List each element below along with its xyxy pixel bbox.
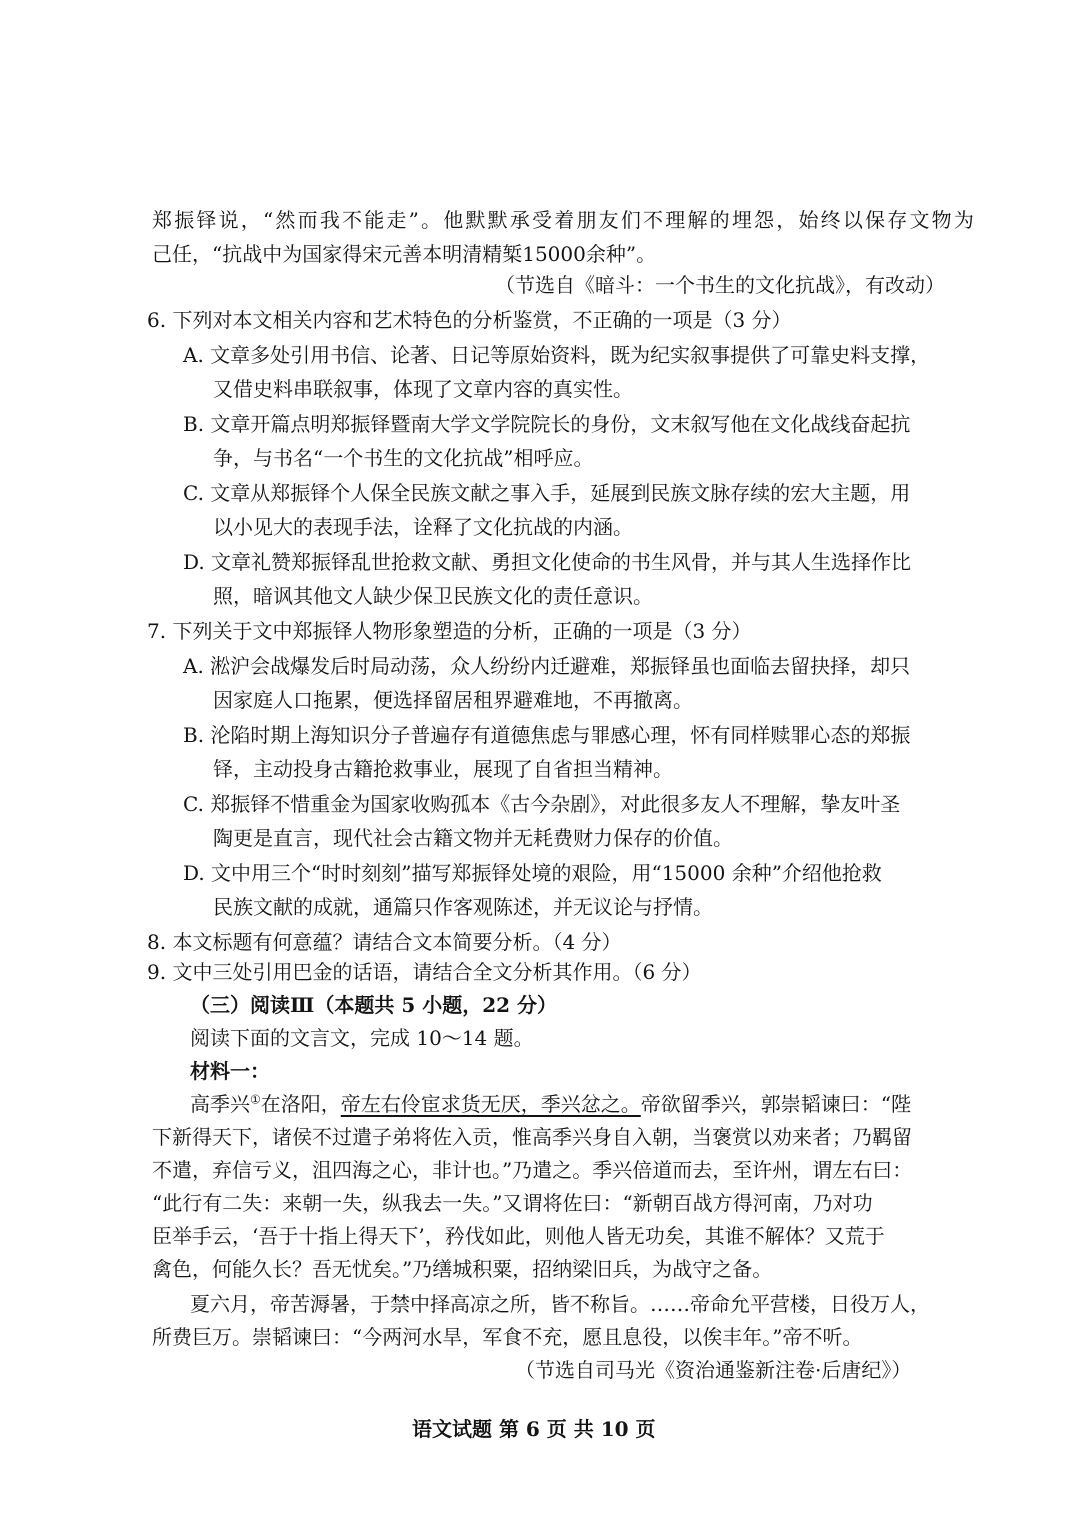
classical-text-line: 不遣，弃信亏义，沮四海之心，非计也。”乃遣之。季兴倍道而去，至许州，谓左右曰： <box>152 1158 913 1182</box>
classical-text: 在洛阳， <box>260 1092 341 1116</box>
q7-option-a-cont: 因家庭人口拖累，便选择留居租界避难地，不再撤离。 <box>213 688 693 712</box>
section-heading: （三）阅读Ⅲ（本题共 5 小题，22 分） <box>190 993 557 1017</box>
passage-line: 郑振铎说，“然而我不能走”。他默默承受着朋友们不理解的埋怨，始终以保存文物为 <box>152 208 977 232</box>
q7-option-a: A. 淞沪会战爆发后时局动荡，众人纷纷内迁避难，郑振铎虽也面临去留抉择，却只 <box>183 654 911 678</box>
footnote-marker: ① <box>250 1092 261 1107</box>
classical-text: 高季兴 <box>190 1092 250 1116</box>
q7-option-c-cont: 陶更是直言，现代社会古籍文物并无耗费财力保存的价值。 <box>213 826 733 850</box>
q6-option-c: C. 文章从郑振铎个人保全民族文献之事入手，延展到民族文脉存续的宏大主题，用 <box>183 481 911 505</box>
q6-option-d: D. 文章礼赞郑振铎乱世抢救文献、勇担文化使命的书生风骨，并与其人生选择作比 <box>183 550 912 574</box>
classical-text-line: 所费巨万。崇韬谏曰：“今两河水旱，军食不充，愿且息役，以俟丰年。”帝不听。 <box>152 1325 863 1349</box>
classical-text: 帝欲留季兴，郭崇韬谏曰：“陛 <box>640 1092 911 1116</box>
q7-option-c: C. 郑振铎不惜重金为国家收购孤本《古今杂剧》，对此很多友人不理解，挚友叶圣 <box>183 792 901 816</box>
question-6-stem: 6. 下列对本文相关内容和艺术特色的分析鉴赏，不正确的一项是（3 分） <box>147 308 792 332</box>
material-label: 材料一： <box>190 1059 270 1083</box>
q6-option-a: A. 文章多处引用书信、论著、日记等原始资料，既为纪实叙事提供了可靠史料支撑， <box>183 343 931 367</box>
section-instruction: 阅读下面的文言文，完成 10～14 题。 <box>190 1026 534 1050</box>
classical-text-line: 下新得天下，诸侯不过遣子弟将佐入贡，惟高季兴身自入朝，当褒赏以劝来者；乃羁留 <box>152 1125 912 1149</box>
q7-option-d-cont: 民族文献的成就，通篇只作客观陈述，并无议论与抒情。 <box>213 895 713 919</box>
q7-option-d: D. 文中用三个“时时刻刻”描写郑振铎处境的艰险，用“15000 余种”介绍他抢救 <box>183 861 882 885</box>
passage-source: （节选自《暗斗：一个书生的文化抗战》，有改动） <box>495 273 945 297</box>
q6-option-c-cont: 以小见大的表现手法，诠释了文化抗战的内涵。 <box>213 515 633 539</box>
underlined-sentence: 帝左右伶宦求货无厌，季兴忿之。 <box>340 1092 641 1116</box>
passage-line: 己任，“抗战中为国家得宋元善本明清精椠15000余种”。 <box>152 242 657 266</box>
classical-text-line: “此行有二失：来朝一失，纵我去一失。”又谓将佐曰：“新朝百战方得河南，乃对功 <box>152 1191 873 1215</box>
page-footer: 语文试题 第 6 页 共 10 页 <box>412 1417 656 1441</box>
question-7-stem: 7. 下列关于文中郑振铎人物形象塑造的分析，正确的一项是（3 分） <box>147 619 752 643</box>
q6-option-b: B. 文章开篇点明郑振铎暨南大学文学院院长的身份，文末叙写他在文化战线奋起抗 <box>183 412 911 436</box>
classical-source: （节选自司马光《资治通鉴新注卷·后唐纪》） <box>515 1358 912 1382</box>
classical-text-line <box>190 1087 911 1122</box>
q6-option-b-cont: 争，与书名“一个书生的文化抗战”相呼应。 <box>213 446 594 470</box>
q6-option-a-cont: 又借史料串联叙事，体现了文章内容的真实性。 <box>213 377 633 401</box>
question-9: 9. 文中三处引用巴金的话语，请结合全文分析其作用。（6 分） <box>147 960 702 984</box>
classical-text-line: 禽色，何能久长？吾无忧矣。”乃缮城积粟，招纳梁旧兵，为战守之备。 <box>152 1257 773 1281</box>
q6-option-d-cont: 照，暗讽其他文人缺少保卫民族文化的责任意识。 <box>213 584 653 608</box>
classical-text-line: 夏六月，帝苦溽暑，于禁中择高凉之所，皆不称旨。……帝命允平营楼，日役万人， <box>190 1292 930 1316</box>
question-8: 8. 本文标题有何意蕴？请结合文本简要分析。（4 分） <box>147 930 622 954</box>
q7-option-b-cont: 铎，主动投身古籍抢救事业，展现了自省担当精神。 <box>213 757 673 781</box>
classical-text-line: 臣举手云，‘吾于十指上得天下’，矜伐如此，则他人皆无功矣，其谁不解体？又荒于 <box>152 1224 885 1248</box>
q7-option-b: B. 沦陷时期上海知识分子普遍存有道德焦虑与罪感心理，怀有同样赎罪心态的郑振 <box>183 723 911 747</box>
